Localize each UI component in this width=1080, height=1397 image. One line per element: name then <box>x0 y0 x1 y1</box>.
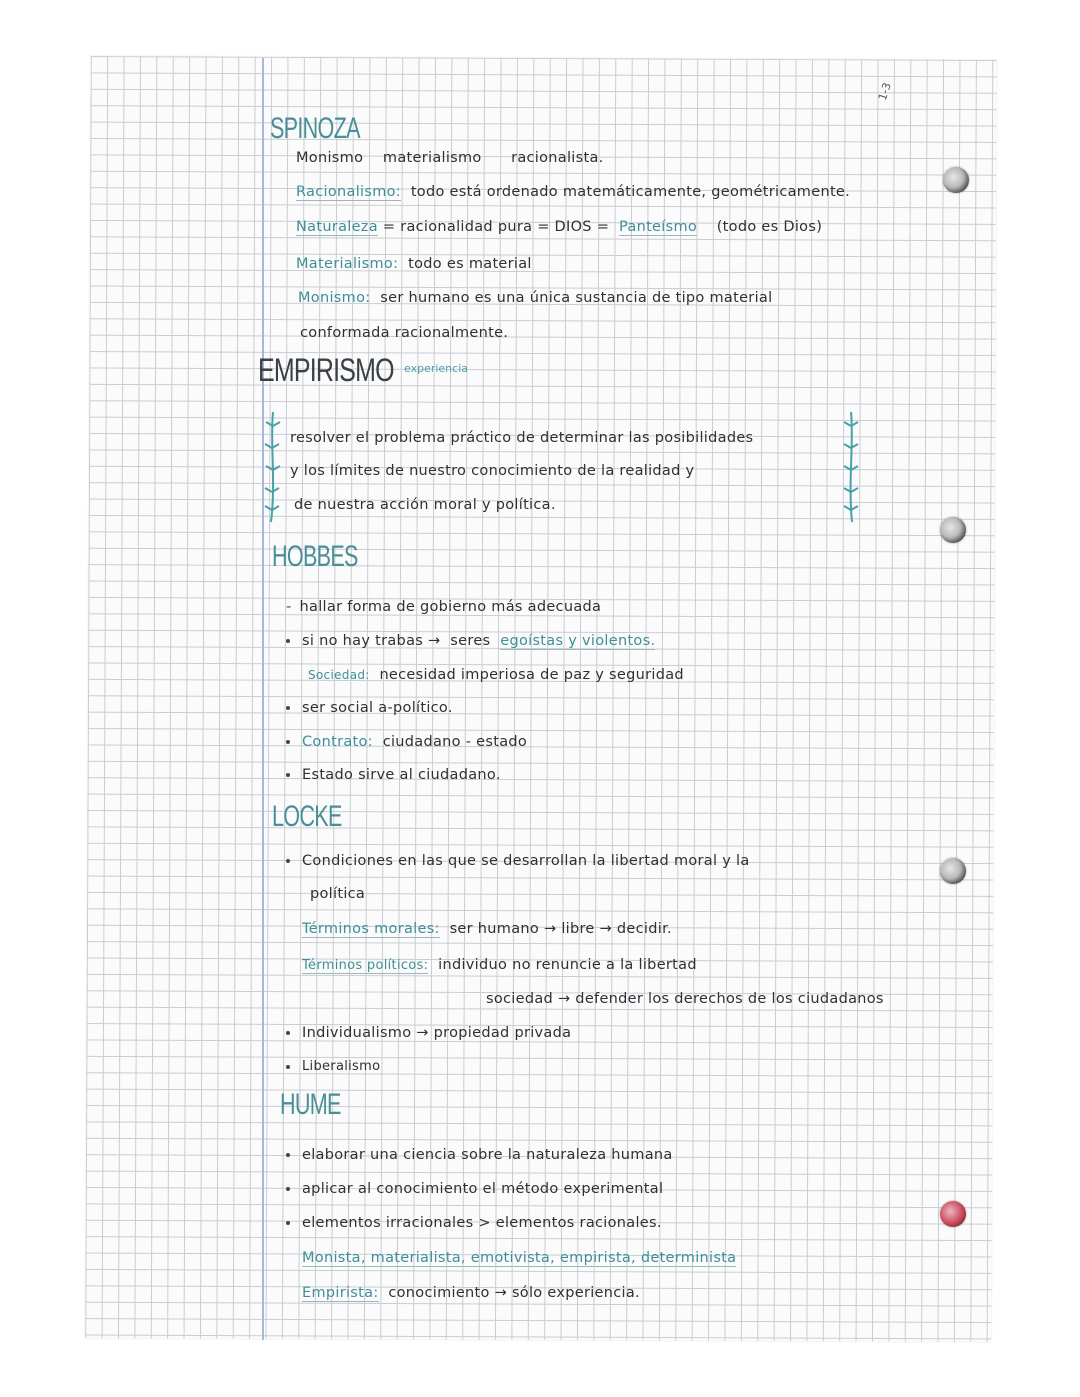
page-number: 1-3 <box>875 80 894 103</box>
hobbes-item-6: Estado sirve al ciudadano. <box>286 767 501 783</box>
empirismo-note: experiencia <box>404 362 468 375</box>
hume-line-4: Monista, materialista, emotivista, empirista, determinista <box>302 1250 737 1266</box>
hobbes-item-3: Sociedad: necesidad imperiosa de paz y seguridad <box>308 667 684 683</box>
spinoza-line-4: Materialismo: todo es material <box>296 256 532 272</box>
spinoza-line-1: Monismo materialismo racionalista. <box>296 150 604 166</box>
hume-item-1: elaborar una ciencia sobre la naturaleza humana <box>286 1147 673 1163</box>
hobbes-item-2: si no hay trabas → seres egoístas y violentos. <box>286 633 655 649</box>
spinoza-line-6: conformada racionalmente. <box>300 325 509 341</box>
locke-item-2: Individualismo → propiedad privada <box>286 1025 571 1041</box>
locke-terms-political: Términos políticos: individuo no renuncie a la libertad <box>302 957 697 973</box>
heading-empirismo: EMPIRISMO <box>258 352 394 388</box>
locke-terms-society: sociedad → defender los derechos de los ciudadanos <box>486 991 884 1007</box>
locke-item-1-cont: política <box>310 886 366 902</box>
locke-terms-moral: Términos morales: ser humano → libre → decidir. <box>302 921 672 937</box>
hume-line-5: Empirista: conocimiento → sólo experiencia. <box>302 1285 640 1301</box>
empirismo-box-line-2: y los límites de nuestro conocimiento de la realidad y <box>290 463 695 479</box>
heading-hume: HUME <box>280 1088 341 1121</box>
hume-item-2: aplicar al conocimiento el método experimental <box>286 1181 663 1197</box>
spinoza-line-5: Monismo: ser humano es una única sustancia de tipo material <box>298 290 773 306</box>
spinoza-line-3: Naturaleza = racionalidad pura = DIOS = Panteísmo (todo es Dios) <box>296 219 823 235</box>
locke-item-1: Condiciones en las que se desarrollan la libertad moral y la <box>286 853 750 869</box>
hobbes-item-1: - hallar forma de gobierno más adecuada <box>286 599 602 615</box>
hobbes-item-5: Contrato: ciudadano - estado <box>286 734 527 750</box>
locke-item-3: Liberalismo <box>286 1059 380 1074</box>
vine-decoration-right <box>840 412 862 522</box>
heading-spinoza: SPINOZA <box>270 112 360 145</box>
spinoza-line-2: Racionalismo: todo está ordenado matemáticamente, geométricamente. <box>296 184 851 200</box>
heading-locke: LOCKE <box>272 800 342 833</box>
hume-item-3: elementos irracionales > elementos racionales. <box>286 1215 662 1231</box>
empirismo-box-line-1: resolver el problema práctico de determinar las posibilidades <box>290 430 754 446</box>
vine-decoration-left <box>262 412 284 522</box>
heading-hobbes: HOBBES <box>272 540 358 573</box>
empirismo-box-line-3: de nuestra acción moral y política. <box>294 497 556 513</box>
hobbes-item-4: ser social a-político. <box>286 700 453 716</box>
